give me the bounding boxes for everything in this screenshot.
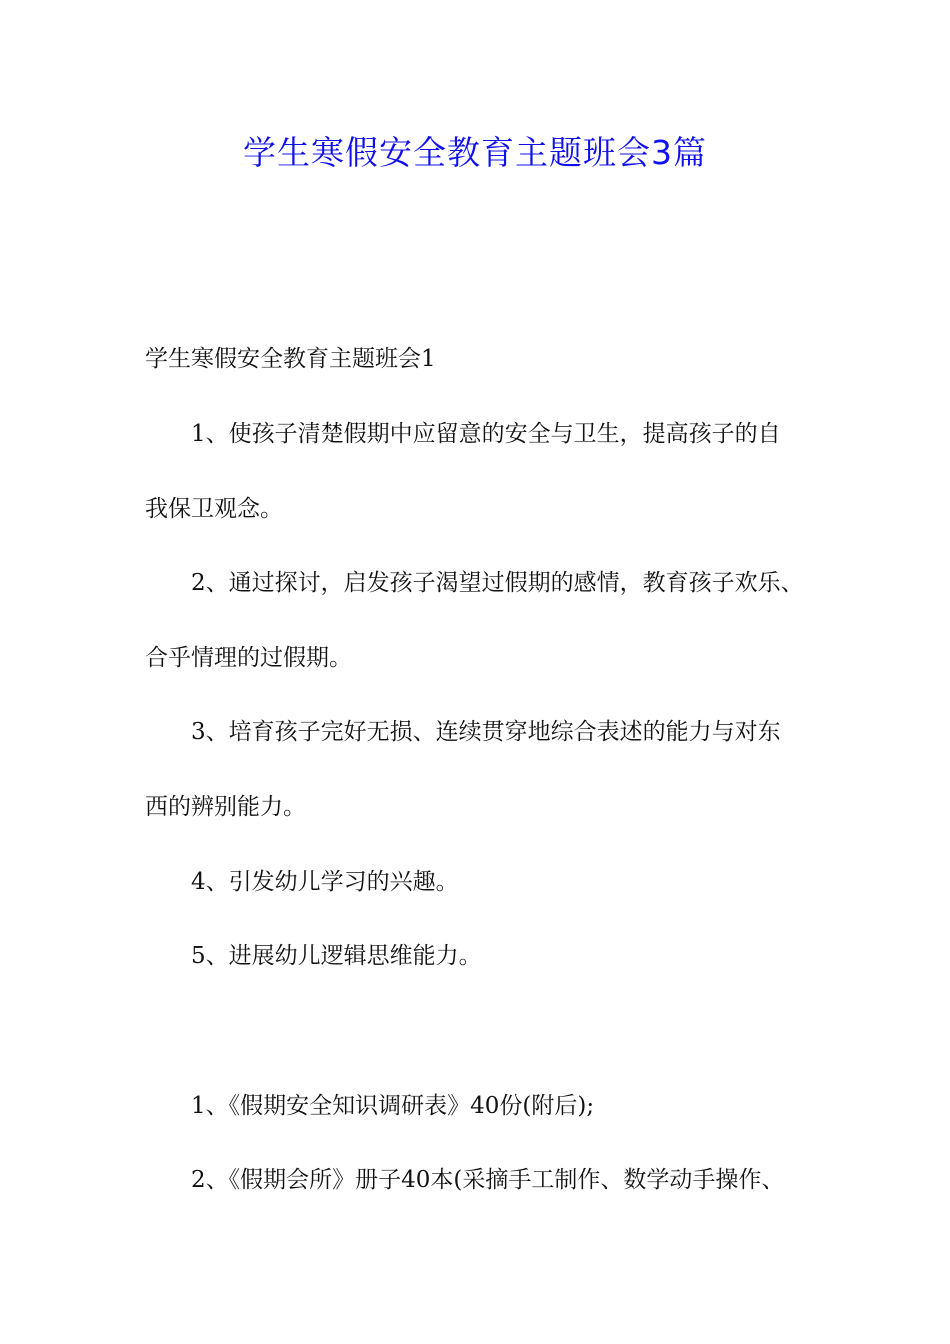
paragraph-line: 1、《假期安全知识调研表》40份(附后); [191,1093,595,1119]
paragraph-line: 5、进展幼儿逻辑思维能力。 [191,943,482,969]
paragraph-line: 3、培育孩子完好无损、连续贯穿地综合表述的能力与对东 [191,719,781,745]
section-heading: 学生寒假安全教育主题班会1 [145,346,436,372]
paragraph-line: 合乎情理的过假期。 [145,645,352,671]
paragraph-line: 1、使孩子清楚假期中应留意的安全与卫生，提高孩子的自 [191,421,781,447]
paragraph-line: 西的辨别能力。 [145,794,306,820]
paragraph-line: 我保卫观念。 [145,496,283,522]
document-title: 学生寒假安全教育主题班会3篇 [243,133,707,172]
paragraph-line: 4、引发幼儿学习的兴趣。 [191,869,459,895]
paragraph-line: 2、《假期会所》册子40本(采摘手工制作、数学动手操作、 [191,1167,785,1193]
paragraph-line: 2、通过探讨，启发孩子渴望过假期的感情，教育孩子欢乐、 [191,570,804,596]
